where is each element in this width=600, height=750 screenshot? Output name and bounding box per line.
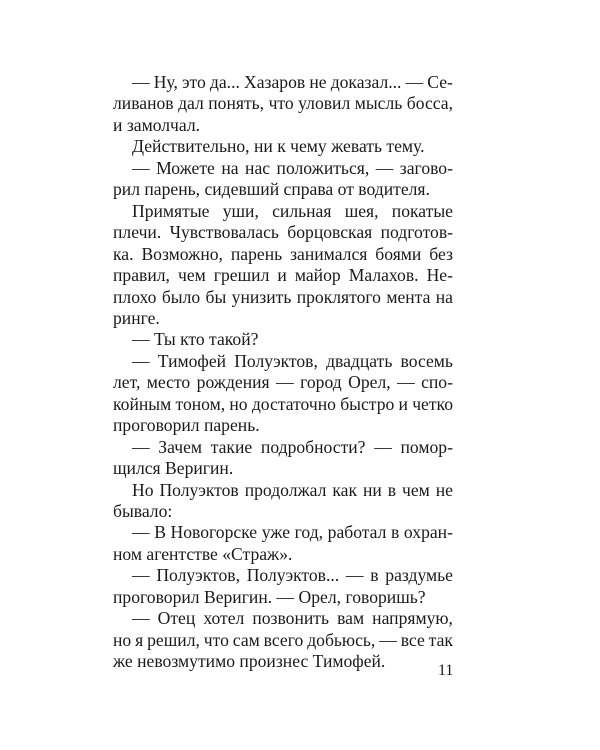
text-line: — Зачем такие подробности? — помор- — [132, 436, 453, 457]
text-line: лет, место рождения — город Орел, — спо- — [113, 372, 453, 393]
text-line: Действительно, ни к чему жевать тему. — [132, 136, 425, 157]
page-number: 11 — [438, 662, 454, 679]
text-line: — Тимофей Полуэктов, двадцать восемь — [132, 350, 453, 371]
text-line: щился Веригин. — [113, 458, 234, 479]
text-line: — Можете на нас положиться, — загово- — [132, 157, 453, 178]
text-line: ринге. — [113, 307, 160, 328]
text-line: — В Новогорске уже год, работал в охран- — [132, 522, 453, 543]
text-line: и замолчал. — [113, 114, 201, 135]
text-line: бывало: — [113, 501, 173, 521]
text-line: Но Полуэктов продолжал как ни в чем не — [132, 479, 453, 500]
text-line: но я решил, что сам всего добьюсь, — все так — [113, 629, 453, 650]
text-line: — Ну, это да... Хазаров не доказал... — Се- — [132, 72, 453, 92]
text-line: — Полуэктов, Полуэктов... — в раздумье — [132, 565, 453, 586]
text-line: Примятые уши, сильная шея, покатые — [132, 200, 453, 221]
text-line: же невозмутимо произнес Тимофей. — [113, 651, 386, 672]
text-line: плечи. Чувствовалась борцовская подготов- — [113, 222, 453, 243]
text-line: правил, чем грешил и майор Малахов. Не- — [113, 265, 453, 286]
text-line: — Отец хотел позвонить вам напрямую, — [132, 608, 453, 629]
text-line: ка. Возможно, парень занимался боями без — [113, 243, 453, 264]
text-line: проговорил Веригин. — Орел, говоришь? — [113, 586, 426, 607]
text-line: рил парень, сидевший справа от водителя. — [113, 179, 430, 200]
text-line: койным тоном, но достаточно быстро и четко — [113, 393, 453, 414]
text-line: проговорил парень. — [113, 415, 260, 436]
text-line: ном агентстве «Страж». — [113, 543, 293, 564]
text-line: — Ты кто такой? — [132, 329, 259, 350]
text-line: ливанов дал понять, что уловил мысль босса, — [113, 93, 453, 114]
text-line: плохо было бы унизить проклятого мента на — [113, 286, 453, 307]
